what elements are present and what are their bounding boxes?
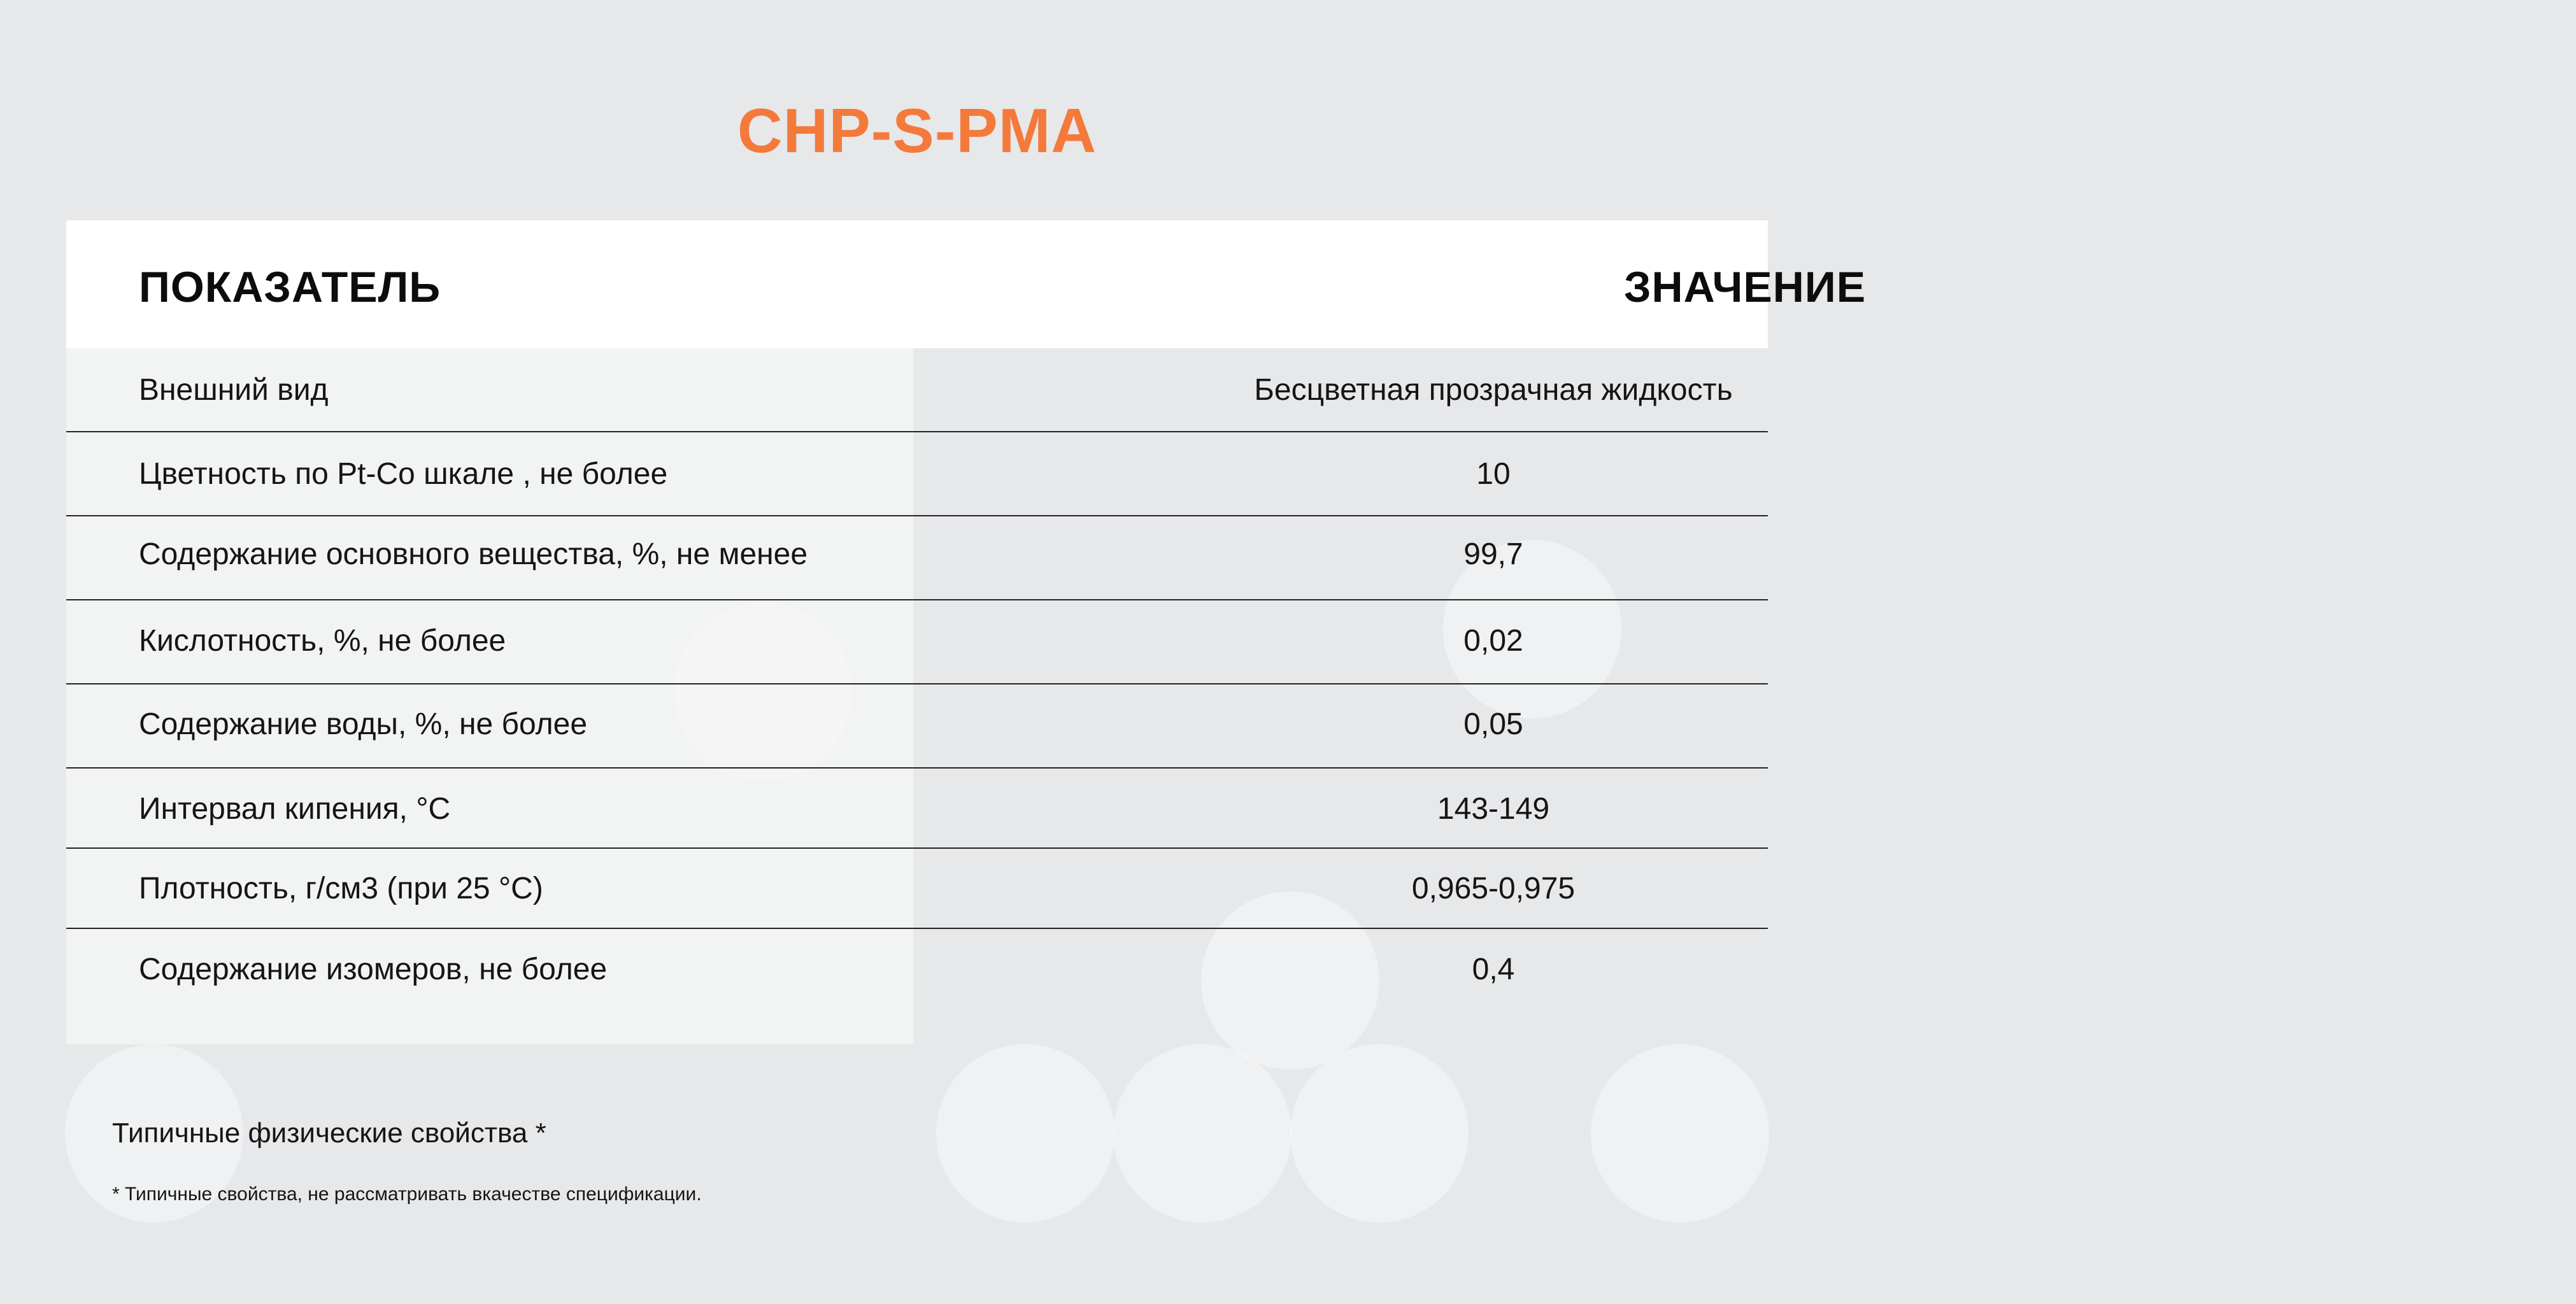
table-row [66,769,1768,847]
row-parameter: Цветность по Pt-Co шкале , не более [139,457,668,491]
decorative-circle [936,1044,1114,1222]
row-value: Бесцветная прозрачная жидкость [1254,373,1733,407]
decorative-circle [1591,1044,1769,1222]
decorative-circle [1290,1044,1469,1222]
row-value: 143-149 [1437,792,1550,826]
table-row [66,684,1768,767]
row-value: 0,05 [1463,707,1523,741]
footnote-note: * Типичные свойства, не рассматривать вкачестве спецификации. [112,1184,702,1205]
row-parameter: Плотность, г/см3 (при 25 °C) [139,872,543,905]
row-value: 0,02 [1463,624,1523,658]
footnote-label: Типичные физические свойства * [112,1117,546,1149]
table-row [66,849,1768,928]
table-row [66,516,1768,599]
table-row [66,348,1768,431]
table-row [66,432,1768,515]
page-title: CHP-S-PMA [737,96,1097,166]
decorative-circle [1113,1044,1292,1222]
row-parameter: Содержание основного вещества, %, не менее [139,537,808,571]
table-row [66,600,1768,683]
row-parameter: Содержание воды, %, не более [139,707,588,741]
row-parameter: Внешний вид [139,373,329,407]
header-parameter: ПОКАЗАТЕЛЬ [139,263,441,311]
row-value: 0,965-0,975 [1411,872,1576,905]
row-parameter: Кислотность, %, не более [139,624,506,658]
table-row [66,929,1768,1044]
row-value: 10 [1476,457,1511,491]
row-value: 0,4 [1472,953,1515,986]
row-value: 99,7 [1463,537,1523,571]
row-parameter: Интервал кипения, °C [139,792,451,826]
header-value: ЗНАЧЕНИЕ [1623,263,1867,311]
row-parameter: Содержание изомеров, не более [139,953,608,986]
